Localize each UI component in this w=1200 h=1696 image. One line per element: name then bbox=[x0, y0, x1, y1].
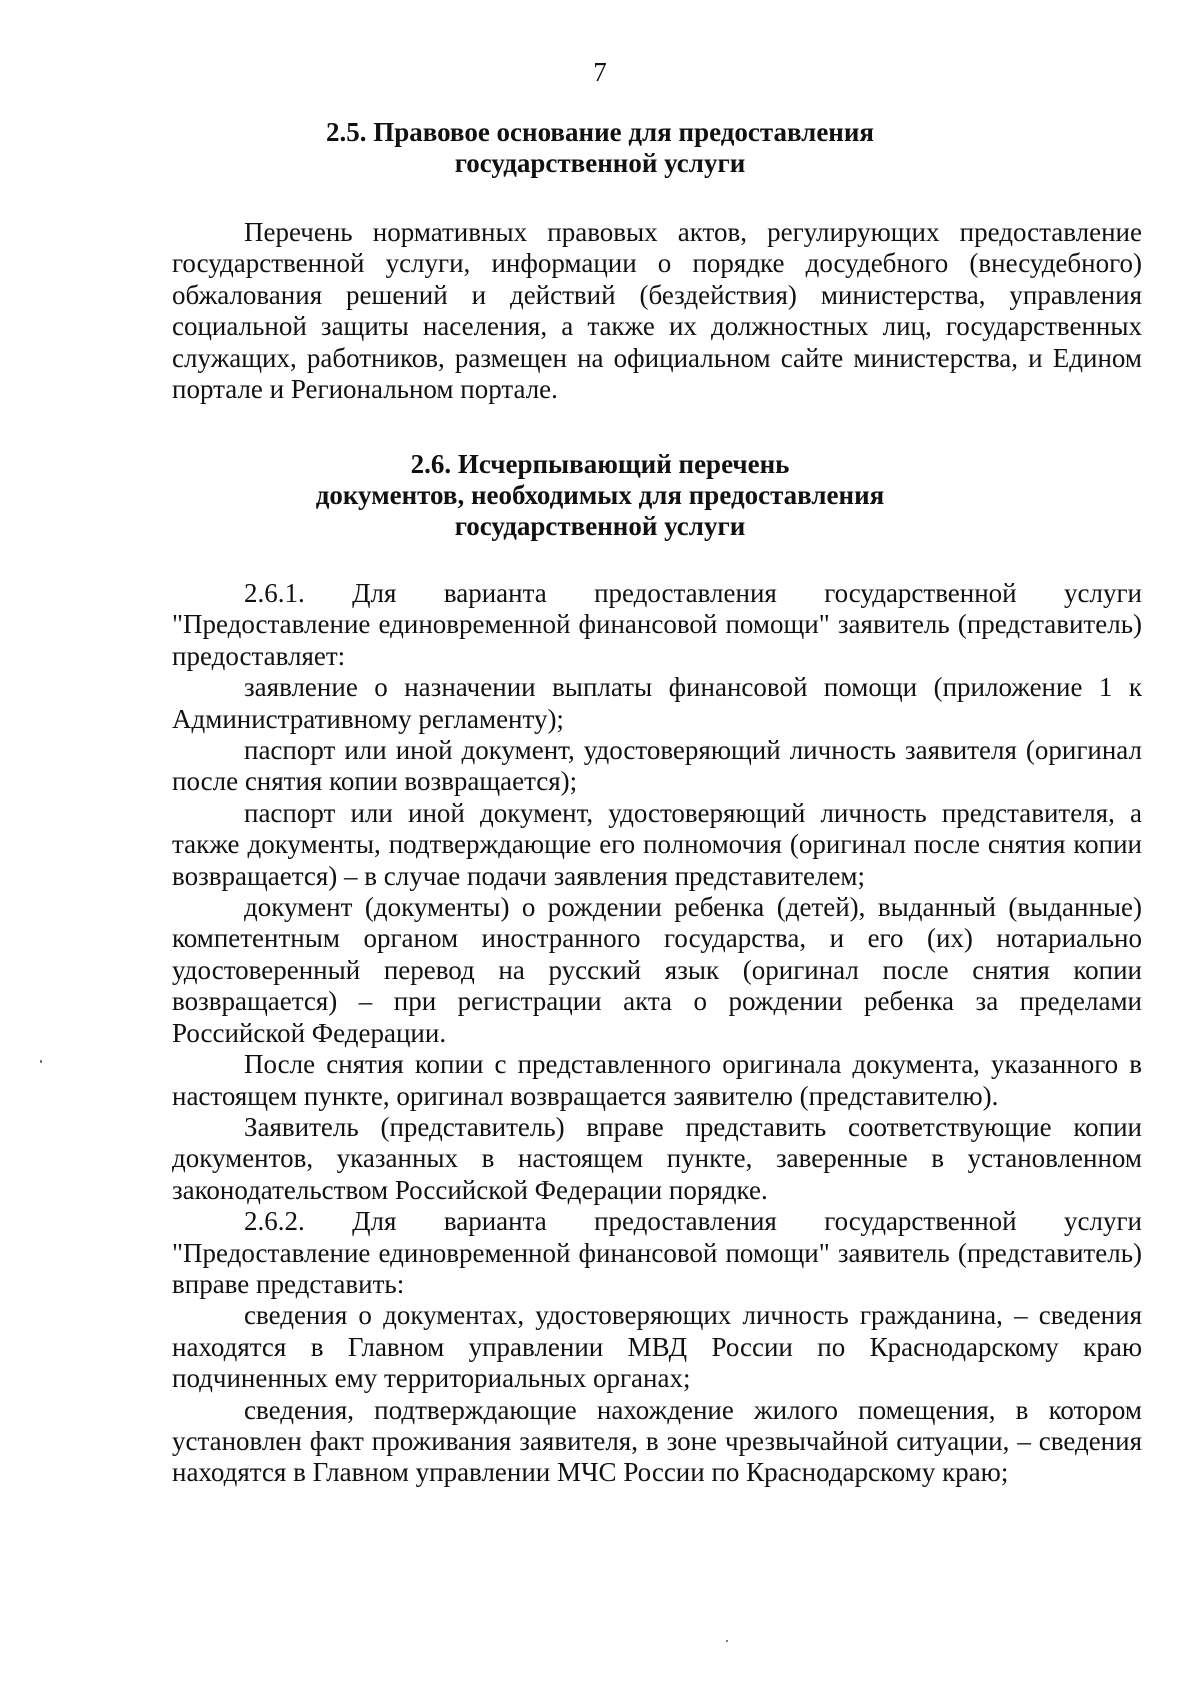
list-item-identity-info: сведения о документах, удостоверяющих личность гражданина, – сведения находятся в Главном управлении МВД России по Краснодарскому краю подчиненных ему территориальных органах; bbox=[172, 1300, 1142, 1394]
paragraph-2-6-1: 2.6.1. Для варианта предоставления государственной услуги "Предоставление единовременной финансовой помощи" заявитель (представитель) предоставляет: bbox=[172, 578, 1142, 671]
section-2-5-heading bbox=[0, 117, 1200, 179]
list-item-application: заявление о назначении выплаты финансовой помощи (приложение 1 к Административному регламенту); bbox=[172, 672, 1142, 734]
paragraph-2-6-2: 2.6.2. Для варианта предоставления государственной услуги "Предоставление единовременной финансовой помощи" заявитель (представитель) вправе представить: bbox=[172, 1206, 1142, 1299]
section-2-6-heading-line-3: государственной услуги bbox=[454, 511, 746, 541]
page-number: 7 bbox=[593, 57, 607, 87]
section-2-5-heading-line-1: 2.5. Правовое основание для предоставления bbox=[325, 117, 875, 147]
scan-speck bbox=[40, 1060, 42, 1063]
list-item-birth-document: документ (документы) о рождении ребенка (детей), выданный (выданные) компетентным органом иностранного государства, и его (их) нотариально удостоверенный перевод на русский язык (оригинал после снятия копии возвращается) – при регистрации акта о рождении ребенка за пределами Российской Федерации. bbox=[172, 892, 1142, 1048]
section-2-5-body bbox=[172, 217, 1142, 405]
paragraph-certified-copies: Заявитель (представитель) вправе представить соответствующие копии документов, указанных в настоящем пункте, заверенные в установленном законодательством Российской Федерации порядке. bbox=[172, 1111, 1142, 1205]
paragraph: Перечень нормативных правовых актов, регулирующих предоставление государственной услуги, информации о порядке досудебного (внесудебного) обжалования решений и действий (бездействия) министерства, управления социальной защиты населения, а также их должностных лиц, государственных служащих, работников, размещен на официальном сайте министерства, и Едином портале и Региональном портале. bbox=[172, 217, 1142, 405]
paragraph-original-return: После снятия копии с представленного оригинала документа, указанного в настоящем пункте, оригинал возвращается заявителю (представителю). bbox=[172, 1049, 1142, 1111]
list-item-emergency-zone-info: сведения, подтверждающие нахождение жилого помещения, в котором установлен факт проживания заявителя, в зоне чрезвычайной ситуации, – сведения находятся в Главном управлении МЧС России по Краснодарскому краю; bbox=[172, 1394, 1142, 1488]
section-2-6-heading-line-2: документов, необходимых для предоставления bbox=[315, 480, 885, 510]
scan-speck bbox=[726, 1640, 728, 1642]
list-item-representative-passport: паспорт или иной документ, удостоверяющий личность представителя, а также документы, подтверждающие его полномочия (оригинал после снятия копии возвращается) – в случае подачи заявления представителем; bbox=[172, 797, 1142, 891]
section-2-5-heading-line-2: государственной услуги bbox=[454, 148, 746, 178]
list-item-applicant-passport: паспорт или иной документ, удостоверяющий личность заявителя (оригинал после снятия копии возвращается); bbox=[172, 735, 1142, 797]
section-2-6-heading-line-1: 2.6. Исчерпывающий перечень bbox=[410, 449, 790, 479]
section-2-6-heading bbox=[0, 449, 1200, 542]
section-2-6-body bbox=[172, 578, 1142, 1489]
